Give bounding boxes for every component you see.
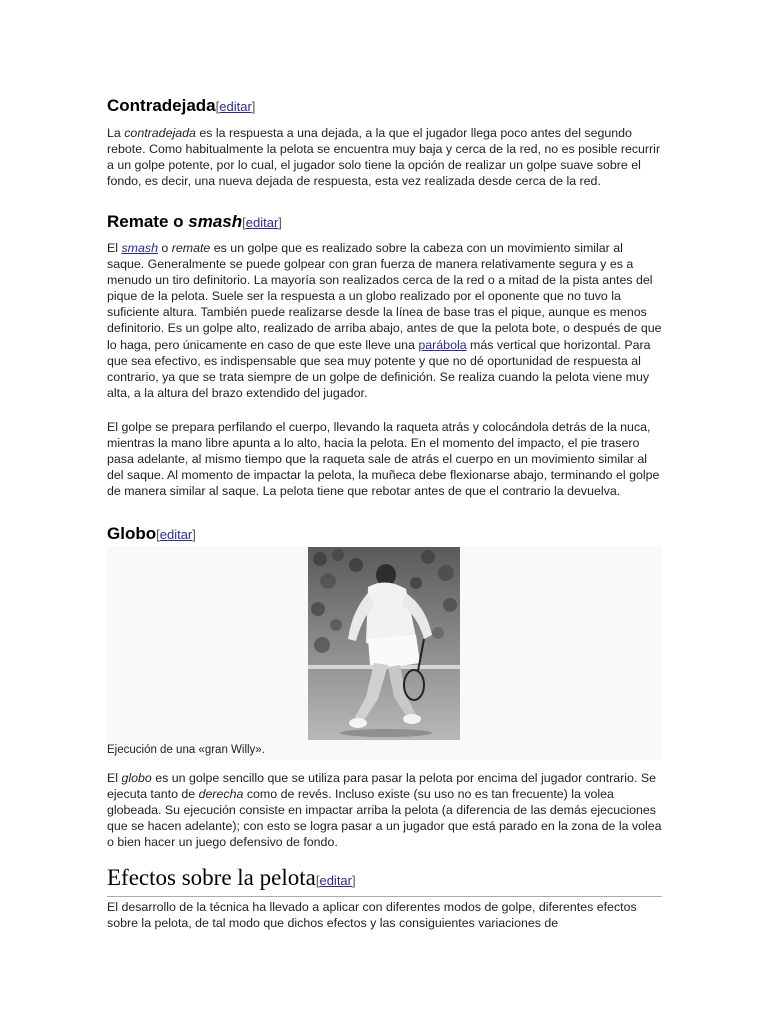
italic-term: globo <box>121 771 152 785</box>
text-run: o <box>157 241 172 255</box>
heading-globo <box>107 523 662 546</box>
paragraph-remate-2: El golpe se prepara perfilando el cuerpo, llevando la raqueta atrás y colocándola detrás de la nuca, mientras la mano libre apunta a lo alto, hacia la pelota. En el momento del impacto, el pie trasero pasa adelante, al mismo tiempo que la raqueta sale de atrás el cuerpo en un movimiento similar al del saque. Al momento de impactar la pelota, la muñeca debe flexionarse abajo, terminando el golpe de manera similar al saque. La pelota tiene que rebotar antes de que el contrario la devuelva. <box>107 420 660 499</box>
italic-term: derecha <box>198 787 244 802</box>
edit-link-contradejada[interactable]: editar <box>219 99 252 114</box>
paragraph-contradejada <box>107 125 662 189</box>
text-run: El <box>107 771 122 785</box>
edit-link-remate[interactable]: editar <box>245 215 279 230</box>
italic-term: remate <box>171 241 211 255</box>
heading-remate <box>107 211 662 234</box>
text-run: La <box>107 126 125 140</box>
edit-section-bracket: [editar] <box>215 99 256 114</box>
heading-efectos <box>107 864 662 897</box>
italic-term: contradejada <box>124 126 196 140</box>
edit-section-bracket: [editar] <box>315 873 356 888</box>
edit-link-globo[interactable]: editar <box>159 527 193 542</box>
tennis-player-photo[interactable] <box>308 547 460 740</box>
text-run: más vertical que horizontal. Para que sea efectivo, es indispensable que sea muy potente y que no dé oportunidad de respuesta al contrario, ya que se trata siempre de un golpe de definición. Se realiza cuando la pelota viene muy alta, a la altura del brazo extendido del jugador. <box>107 337 651 400</box>
link-smash[interactable] <box>121 241 158 255</box>
text-run: El <box>107 241 122 255</box>
text-run: como de revés. Incluso existe (su uso no es tan frecuente) la volea globeada. Su ejecución consiste en impactar arriba la pelota (a diferencia de las demás ejecuciones que se hacen adelante); con esto se logra pasar a un jugador que está parado en la zona de la volea o bien hacer un juego defensivo de fondo. <box>107 787 662 850</box>
text-run: es un golpe que es realizado sobre la cabeza con un movimiento similar al saque. Generalmente se puede golpear con gran fuerza de manera relativamente segura y es a menudo un tiro definitorio. La mayoría son realizados cerca de la red o a mitad de la pista antes del pique de la pelota. Suele ser la respuesta a un globo realizado por el oponente que no tuvo la suficiente altura. También puede realizarse desde la línea de base tras el pique, aunque es menos definitorio. Es un golpe alto, realizado de arriba abajo, antes de que la pelota bote, o después de que lo haga, pero únicamente en caso de que este lleve una <box>107 241 662 352</box>
text-run: es un golpe sencillo que se utiliza para pasar la pelota por encima del jugador contrario. Se ejecuta tanto de <box>107 771 656 802</box>
paragraph-globo <box>107 770 662 850</box>
edit-section-bracket: [editar] <box>242 215 282 230</box>
heading-text: Globo <box>107 524 157 543</box>
heading-italic-text: smash <box>188 212 243 231</box>
link-parabola[interactable]: parábola <box>418 337 467 352</box>
edit-section-bracket: [editar] <box>156 527 196 542</box>
edit-link-efectos[interactable]: editar <box>319 873 352 888</box>
figure-caption: Ejecución de una «gran Willy». <box>107 744 265 756</box>
heading-contradejada <box>107 95 662 118</box>
heading-text: Contradejada <box>107 96 216 115</box>
text-run: es la respuesta a una dejada, a la que el jugador llega poco antes del segundo rebote. Como habitualmente la pelota se encuentra muy baja y cerca de la red, no es posible recurrir a un golpe potente, por lo cual, el jugador solo tiene la opción de realizar un golpe suave sobre el fondo, es decir, una nueva dejada de respuesta, esta vez realizada desde cerca de la red. <box>107 126 661 189</box>
link-text: smash <box>121 241 158 255</box>
paragraph-efectos: El desarrollo de la técnica ha llevado a aplicar con diferentes modos de golpe, diferentes efectos sobre la pelota, de tal modo que dichos efectos y las consiguientes variaciones de <box>107 900 637 931</box>
paragraph-remate-1 <box>107 240 662 401</box>
heading-text: Efectos sobre la pelota <box>107 865 316 890</box>
heading-text: Remate o <box>107 212 189 231</box>
figure-thumbnail <box>107 547 662 760</box>
